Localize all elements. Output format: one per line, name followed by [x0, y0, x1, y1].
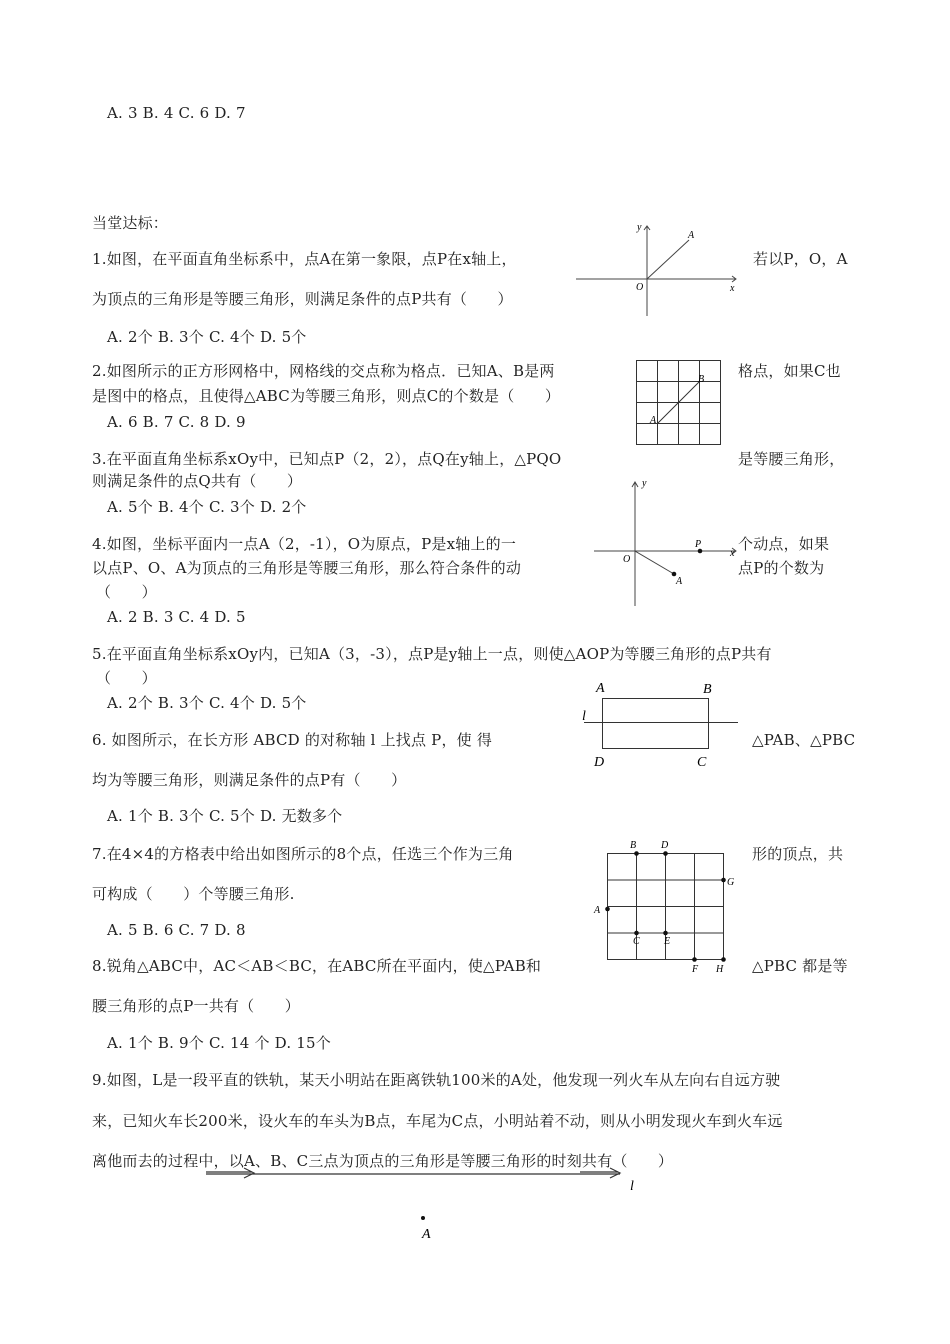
q2-a-label: A — [650, 415, 657, 426]
q7-f-label: F — [692, 964, 699, 975]
q6-line2: 均为等腰三角形，则满足条件的点P有（ ） — [92, 771, 407, 789]
q6-line1-right: △PAB、△PBC — [752, 731, 856, 749]
q2-line1-right: 格点，如果C也 — [738, 362, 841, 380]
q5-line2: （ ） — [96, 669, 157, 687]
q8-line1: 8.锐角△ABC中，AC＜AB＜BC，在ABC所在平面内，使△PAB和 — [92, 957, 542, 975]
q2-line2: 是图中的格点，且使得△ABC为等腰三角形，则点C的个数是（ ） — [92, 387, 561, 405]
q8-options: A. 1个 B. 9个 C. 14 个 D. 15个 — [107, 1034, 331, 1052]
q1-x-label: x — [730, 283, 735, 294]
q6-c-label: C — [697, 755, 707, 770]
q4-line2-right: 点P的个数为 — [738, 559, 825, 577]
q4-line1: 4.如图，坐标平面内一点A（2，-1），O为原点，P是x轴上的一 — [92, 535, 517, 553]
q1-options: A. 2个 B. 3个 C. 4个 D. 5个 — [107, 328, 307, 346]
q1-line2: 为顶点的三角形是等腰三角形，则满足条件的点P共有（ ） — [92, 290, 513, 308]
q4-p-label: P — [695, 539, 702, 550]
q6-b-label: B — [703, 682, 712, 697]
q4-line1-right: 个动点，如果 — [738, 535, 830, 553]
q3-line1: 3.在平面直角坐标系xOy中，已知点P（2，2），点Q在y轴上，△PQO — [92, 450, 562, 468]
q6-l-label: l — [582, 709, 586, 724]
previous-question-options: A. 3 B. 4 C. 6 D. 7 — [107, 104, 246, 122]
q9-a-label: A — [422, 1227, 431, 1242]
q4-y-label: y — [642, 478, 647, 489]
q1-figure — [576, 218, 746, 318]
q2-grid-figure — [632, 356, 724, 448]
q7-line2: 可构成（ ）个等腰三角形. — [92, 885, 295, 903]
q6-line1: 6. 如图所示，在长方形 ABCD 的对称轴 l 上找点 P，使 得 — [92, 731, 493, 749]
q7-line1-right: 形的顶点，共 — [752, 845, 844, 863]
q9-line3: 离他而去的过程中，以A、B、C三点为顶点的三角形是等腰三角形的时刻共有（ ） — [92, 1152, 674, 1170]
q3-line2: 则满足条件的点Q共有（ ） — [92, 472, 303, 490]
q7-e-label: E — [664, 936, 671, 947]
q2-b-label: B — [698, 374, 705, 385]
section-title: 当堂达标： — [92, 214, 169, 232]
q2-options: A. 6 B. 7 C. 8 D. 9 — [107, 413, 246, 431]
q4-a-label: A — [676, 576, 683, 587]
q4-options: A. 2 B. 3 C. 4 D. 5 — [107, 608, 246, 626]
q6-rectangle-figure — [576, 676, 744, 772]
q7-line1: 7.在4×4的方格表中给出如图所示的8个点，任选三个作为三角 — [92, 845, 514, 863]
q2-line1: 2.如图所示的正方形网格中，网格线的交点称为格点．已知A、B是两 — [92, 362, 555, 380]
q6-a-label: A — [596, 681, 605, 696]
q7-a-label: A — [594, 905, 601, 916]
q1-line1-right: 若以P，O，A — [753, 250, 848, 268]
q3-line1-right: 是等腰三角形， — [738, 450, 845, 468]
q3-options: A. 5个 B. 4个 C. 3个 D. 2个 — [107, 498, 307, 516]
q4-line2: 以点P、O、A为顶点的三角形是等腰三角形，那么符合条件的动 — [92, 559, 522, 577]
q7-c-label: C — [633, 936, 640, 947]
q4-x-label: x — [730, 548, 735, 559]
q8-line1-right: △PBC 都是等 — [752, 957, 848, 975]
q1-line1: 1.如图，在平面直角坐标系中，点A在第一象限，点P在x轴上， — [92, 250, 517, 268]
q7-b-label: B — [630, 840, 637, 851]
q1-a-label: A — [688, 230, 695, 241]
q7-grid-figure — [592, 836, 742, 978]
q6-options: A. 1个 B. 3个 C. 5个 D. 无数多个 — [107, 807, 343, 825]
q1-o-label: O — [636, 282, 644, 293]
q4-figure — [590, 478, 740, 610]
q1-y-label: y — [637, 222, 642, 233]
q5-options: A. 2个 B. 3个 C. 4个 D. 5个 — [107, 694, 307, 712]
q7-h-label: H — [716, 964, 724, 975]
q8-line2: 腰三角形的点P一共有（ ） — [92, 997, 300, 1015]
q4-line3: （ ） — [96, 583, 157, 601]
q9-line2: 来，已知火车长200米，设火车的车头为B点，车尾为C点，小明站着不动，则从小明发现火车到火车远 — [92, 1112, 783, 1130]
q4-o-label: O — [623, 554, 631, 565]
q9-railway-figure — [200, 1160, 660, 1244]
q7-options: A. 5 B. 6 C. 7 D. 8 — [107, 921, 246, 939]
q5-line1: 5.在平面直角坐标系xOy内，已知A（3，-3），点P是y轴上一点，则使△AOP为等腰三角形的点P共有 — [92, 645, 772, 663]
q9-l-label: l — [630, 1179, 634, 1194]
q7-g-label: G — [727, 877, 735, 888]
q6-d-label: D — [594, 755, 605, 770]
q7-d-label: D — [661, 840, 669, 851]
q9-line1: 9.如图，L是一段平直的铁轨，某天小明站在距离铁轨100米的A处，他发现一列火车从左向右自远方驶 — [92, 1071, 781, 1089]
